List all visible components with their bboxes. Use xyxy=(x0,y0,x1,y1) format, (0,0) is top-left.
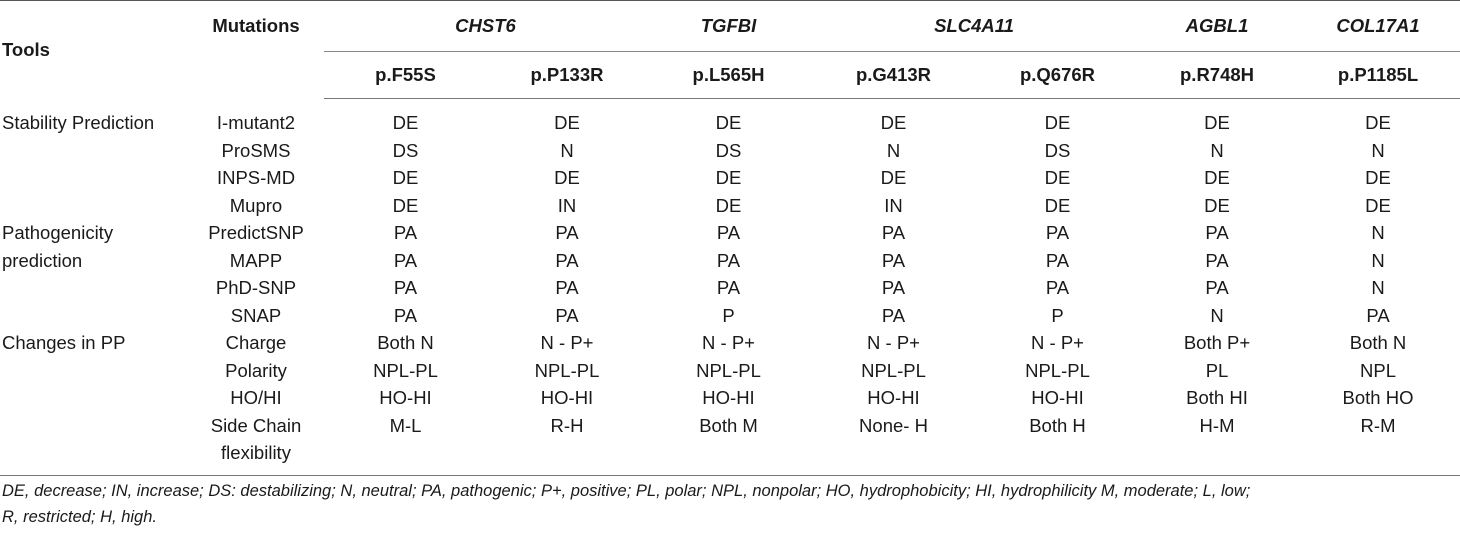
value-cell: PA xyxy=(393,222,418,243)
value-cell: IN xyxy=(884,194,903,216)
value-cell: PA xyxy=(555,304,579,326)
value-cell: NPL xyxy=(1360,359,1397,381)
value-cell: N xyxy=(1210,304,1224,326)
value-cell: NPL-PL xyxy=(861,359,926,381)
gene-header: SLC4A11 xyxy=(810,1,1138,52)
value-cell: DE xyxy=(1204,167,1230,188)
value-cell: Both H xyxy=(1029,414,1086,436)
value-cell: NPL-PL xyxy=(534,359,600,381)
value-cell: HO-HI xyxy=(702,387,755,408)
value-cell: HO-HI xyxy=(379,387,432,408)
value-cell xyxy=(487,439,647,475)
category-cell xyxy=(0,357,188,385)
value-cell: PA xyxy=(716,277,741,298)
table-row xyxy=(0,439,1460,475)
tool-cell: ProSMS xyxy=(221,139,291,161)
table-row xyxy=(0,99,1460,137)
mutation-header: p.P133R xyxy=(487,52,647,99)
tool-cell: PredictSNP xyxy=(208,222,304,243)
value-cell: PA xyxy=(393,277,418,298)
value-cell: DE xyxy=(554,112,580,133)
value-cell: N xyxy=(1371,249,1385,271)
value-cell: HO-HI xyxy=(867,387,920,408)
value-cell: P xyxy=(722,304,735,326)
value-cell: M-L xyxy=(389,414,422,436)
value-cell: PA xyxy=(555,249,579,271)
mutation-header: p.P1185L xyxy=(1296,52,1460,99)
value-cell: N xyxy=(1371,277,1385,298)
table-footnote xyxy=(0,475,1460,530)
value-cell: Both P+ xyxy=(1183,332,1251,353)
mutations-header: Mutations xyxy=(188,1,324,99)
value-cell: PA xyxy=(716,222,741,243)
tool-cell: SNAP xyxy=(230,304,282,326)
value-cell: DE xyxy=(1204,112,1230,133)
value-cell: P xyxy=(1051,304,1064,326)
value-cell: DS xyxy=(1044,139,1071,161)
category-cell xyxy=(0,137,188,165)
mutation-header: p.Q676R xyxy=(977,52,1138,99)
value-cell: HO-HI xyxy=(1031,387,1084,408)
value-cell: PA xyxy=(555,222,579,243)
footnote-line-1: DE, decrease; IN, increase; DS: destabilizing; N, neutral; PA, pathogenic; P+, positive; PL, polar; NPL, nonpolar; HO, hydrophobicity; HI, hydrophilicity M, moderate; L, low; xyxy=(2,481,1251,500)
value-cell: DE xyxy=(392,112,419,133)
value-cell: N xyxy=(886,139,901,161)
category-cell xyxy=(0,274,188,302)
value-cell: PA xyxy=(1045,277,1070,298)
value-cell: DE xyxy=(880,112,907,133)
table-body xyxy=(0,99,1460,476)
value-cell: IN xyxy=(557,194,577,216)
category-cell: Pathogenicity xyxy=(2,222,114,243)
tool-cell: flexibility xyxy=(221,442,291,463)
value-cell: NPL-PL xyxy=(1025,359,1090,381)
value-cell: DE xyxy=(1044,194,1071,216)
value-cell: DE xyxy=(392,194,419,216)
mutation-header: p.L565H xyxy=(647,52,810,99)
value-cell: PA xyxy=(716,249,741,271)
value-cell: DE xyxy=(392,167,419,188)
table-row xyxy=(0,357,1460,385)
value-cell: N xyxy=(1371,139,1385,161)
value-cell: DS xyxy=(392,139,419,161)
value-cell: DE xyxy=(1044,167,1071,188)
category-cell xyxy=(0,439,188,475)
table-row xyxy=(0,412,1460,440)
value-cell xyxy=(1138,439,1296,475)
value-cell: Both N xyxy=(1349,332,1407,353)
tool-cell: MAPP xyxy=(229,249,283,271)
footnote-line-2: R, restricted; H, high. xyxy=(2,507,157,526)
tool-cell: HO/HI xyxy=(230,387,282,408)
gene-header: TGFBI xyxy=(647,1,810,52)
table-row xyxy=(0,219,1460,247)
value-cell: H-M xyxy=(1199,414,1235,436)
category-cell xyxy=(0,302,188,330)
mutation-header: p.F55S xyxy=(324,52,487,99)
tools-header: Tools xyxy=(0,1,188,99)
value-cell xyxy=(810,439,977,475)
table-row xyxy=(0,384,1460,412)
value-cell: N - P+ xyxy=(540,332,594,353)
value-cell: DE xyxy=(1204,194,1230,216)
value-cell: Both N xyxy=(377,332,434,353)
value-cell: PA xyxy=(393,304,418,326)
value-cell: R-H xyxy=(550,414,584,436)
value-cell: Both HO xyxy=(1342,387,1414,408)
value-cell: PA xyxy=(881,277,906,298)
tool-cell: Charge xyxy=(225,332,287,353)
value-cell: PA xyxy=(555,277,579,298)
table-row xyxy=(0,274,1460,302)
tool-cell: I-mutant2 xyxy=(216,111,296,133)
table-row xyxy=(0,302,1460,330)
value-cell: DE xyxy=(880,167,907,188)
value-cell: PL xyxy=(1205,359,1229,381)
value-cell: DE xyxy=(1365,194,1391,216)
category-cell: prediction xyxy=(2,249,83,271)
gene-header: COL17A1 xyxy=(1296,1,1460,52)
value-cell: N - P+ xyxy=(702,332,755,353)
value-cell: PA xyxy=(1045,222,1070,243)
value-cell: N xyxy=(1210,139,1224,161)
mutation-header: p.R748H xyxy=(1138,52,1296,99)
value-cell: N - P+ xyxy=(867,332,920,353)
value-cell: PA xyxy=(1205,277,1229,298)
value-cell: Both M xyxy=(699,414,758,436)
table-row xyxy=(0,192,1460,220)
value-cell: Both HI xyxy=(1186,387,1248,408)
value-cell xyxy=(647,439,810,475)
value-cell: PA xyxy=(881,222,906,243)
value-cell: DE xyxy=(554,167,580,188)
gene-header: AGBL1 xyxy=(1138,1,1296,52)
category-cell: Stability Prediction xyxy=(2,111,155,133)
value-cell xyxy=(324,439,487,475)
category-cell xyxy=(0,164,188,192)
value-cell: PA xyxy=(1205,249,1229,271)
value-cell: DE xyxy=(715,167,742,188)
value-cell: DE xyxy=(1365,167,1391,188)
value-cell: PA xyxy=(881,304,906,326)
value-cell: DE xyxy=(715,112,742,133)
mutation-header: p.G413R xyxy=(810,52,977,99)
tool-cell: PhD-SNP xyxy=(215,277,297,298)
value-cell: None- H xyxy=(859,414,928,436)
category-cell xyxy=(0,384,188,412)
value-cell xyxy=(977,439,1138,475)
value-cell: NPL-PL xyxy=(373,359,438,381)
value-cell: PA xyxy=(881,249,906,271)
gene-header: CHST6 xyxy=(324,1,647,52)
tool-cell: Polarity xyxy=(225,359,287,381)
value-cell: N - P+ xyxy=(1031,332,1084,353)
category-cell xyxy=(0,412,188,440)
value-cell: DE xyxy=(715,194,742,216)
tool-cell: Mupro xyxy=(229,194,283,216)
value-cell: DE xyxy=(1044,112,1071,133)
value-cell: NPL-PL xyxy=(696,359,761,381)
value-cell: PA xyxy=(1366,304,1390,326)
value-cell: DE xyxy=(1365,112,1391,133)
value-cell: DS xyxy=(715,139,742,161)
table-row xyxy=(0,137,1460,165)
table-row xyxy=(0,164,1460,192)
value-cell: N xyxy=(560,139,574,161)
value-cell: R-M xyxy=(1360,414,1396,436)
value-cell: N xyxy=(1371,222,1385,243)
category-cell: Changes in PP xyxy=(2,332,126,353)
table-row xyxy=(0,247,1460,275)
table-row xyxy=(0,329,1460,357)
value-cell: HO-HI xyxy=(540,387,594,408)
tool-cell: INPS-MD xyxy=(216,167,296,188)
tool-cell: Side Chain xyxy=(210,414,302,436)
value-cell: PA xyxy=(1045,249,1070,271)
category-cell xyxy=(0,192,188,220)
value-cell xyxy=(1296,439,1460,475)
value-cell: PA xyxy=(1205,222,1229,243)
value-cell: PA xyxy=(393,249,418,271)
